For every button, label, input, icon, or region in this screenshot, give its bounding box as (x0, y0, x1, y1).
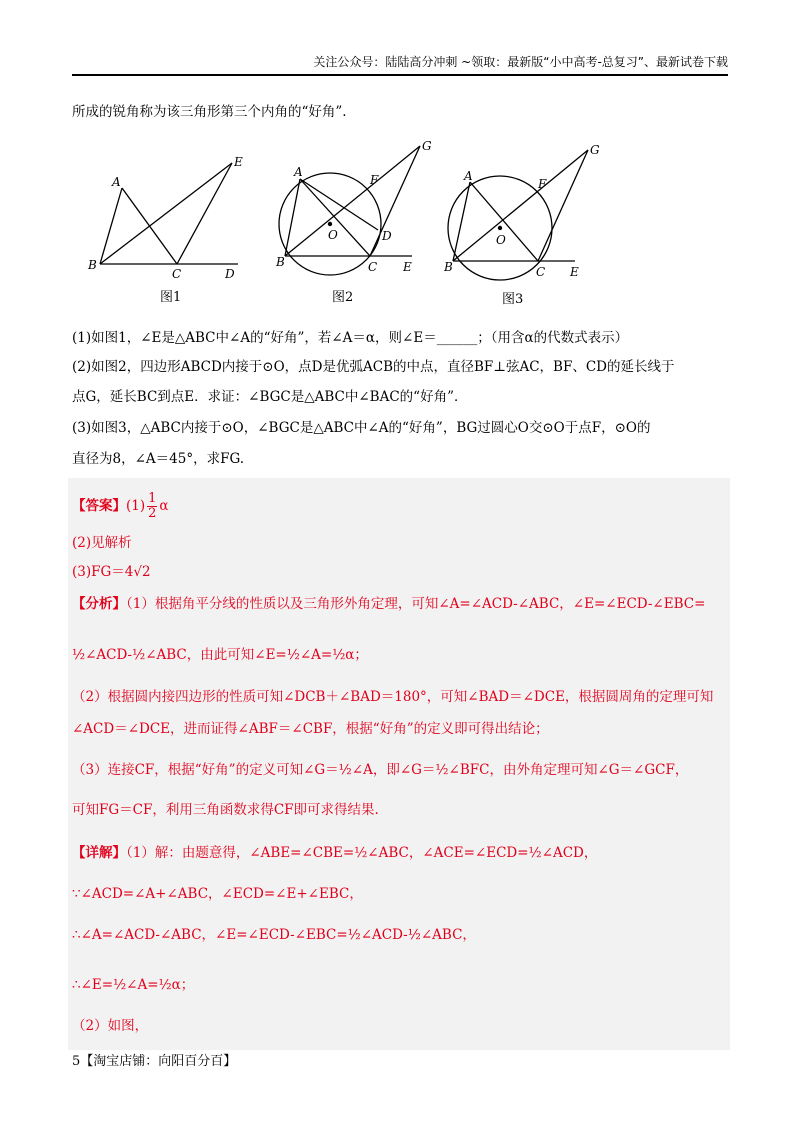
svg-text:C: C (172, 267, 182, 281)
svg-text:D: D (382, 229, 392, 243)
answer-1-numerator: 1 (148, 491, 157, 506)
question-3-line-2: 直径为8，∠A＝45°，求FG. (72, 451, 245, 467)
analysis-label: 【分析】 (72, 596, 126, 612)
question-3-line-1: (3)如图3，△ABC内接于⊙O，∠BGC是△ABC中∠A的“好角”，BG过圆心O交⊙O于点F，⊙O的 (72, 420, 651, 436)
analysis-line-2: ½∠ACD-½∠ABC，由此可知∠E=½∠A=½α； (72, 647, 368, 663)
question-1: (1)如图1，∠E是△ABC中∠A的“好角”，若∠A＝α，则∠E＝______；（用含α的代数式表示） (72, 330, 629, 346)
svg-text:F: F (370, 173, 379, 187)
answer-1-denominator: 2 (148, 506, 157, 521)
svg-text:B: B (88, 258, 97, 272)
svg-text:O: O (328, 228, 338, 242)
analysis-line-3: （2）根据圆内接四边形的性质可知∠DCB＋∠BAD＝180°，可知∠BAD＝∠DCE，根据圆周角的定理可知 (72, 689, 714, 705)
analysis-line-5: （3）连接CF，根据“好角”的定义可知∠G＝½∠A，即∠G＝½∠BFC，由外角定理可知∠G＝∠GCF， (72, 762, 689, 778)
svg-text:O: O (496, 233, 506, 247)
detail-line-2: ∵∠ACD=∠A+∠ABC，∠ECD=∠E+∠EBC， (72, 886, 363, 902)
svg-text:A: A (112, 175, 121, 189)
geometry-figures (80, 136, 600, 306)
detail-line-1-text: （1）解：由题意得，∠ABE=∠CBE=½∠ABC，∠ACE=∠ECD=½∠ACD， (126, 845, 598, 861)
detail-line-1 (72, 843, 730, 863)
svg-text:D: D (225, 267, 235, 281)
svg-text:E: E (234, 155, 243, 169)
question-2-line-1: (2)如图2，四边形ABCD内接于⊙O，点D是优弧ACB的中点，直径BF⊥弦AC，BF、CD的延长线于 (72, 359, 675, 375)
figure-2-caption: 图2 (332, 290, 354, 305)
svg-text:F: F (538, 177, 547, 191)
answer-1-prefix: (1) (126, 498, 146, 514)
svg-text:B: B (444, 260, 453, 274)
intro-text: 所成的锐角称为该三角形第三个内角的“好角”. (72, 104, 347, 120)
svg-text:B: B (276, 255, 285, 269)
svg-text:G: G (422, 139, 432, 153)
svg-text:E: E (403, 260, 412, 274)
svg-text:C: C (368, 260, 378, 274)
page-footer: 5【淘宝店铺：向阳百分百】 (72, 1054, 237, 1069)
svg-text:G: G (590, 143, 600, 157)
question-2-line-2: 点G，延长BC到点E．求证：∠BGC是△ABC中∠BAC的“好角”． (72, 389, 468, 405)
detail-label: 【详解】 (72, 845, 126, 861)
svg-text:A: A (294, 165, 303, 179)
answer-label: 【答案】 (72, 498, 126, 514)
answer-1-fraction (147, 492, 157, 521)
svg-text:A: A (464, 169, 473, 183)
figure-1-caption: 图1 (160, 290, 182, 305)
analysis-line-1-text: （1）根据角平分线的性质以及三角形外角定理，可知∠A=∠ACD-∠ABC，∠E=∠ECD-∠EBC= (126, 596, 706, 612)
page-header: 关注公众号：陆陆高分冲刺 ~领取：最新版“小中高考-总复习”、最新试卷下载 (72, 52, 728, 76)
answer-1 (72, 492, 730, 521)
answer-3: (3)FG＝4√2 (72, 564, 151, 580)
svg-text:C: C (536, 265, 546, 279)
detail-line-4: ∴∠E=½∠A=½α； (72, 977, 195, 993)
detail-line-3: ∴∠A=∠ACD-∠ABC，∠E=∠ECD-∠EBC=½∠ACD-½∠ABC， (72, 927, 476, 943)
answer-2: (2)见解析 (72, 535, 132, 551)
svg-text:E: E (570, 265, 579, 279)
analysis-line-1 (72, 594, 730, 614)
figure-1 (100, 163, 238, 264)
figure-3-caption: 图3 (502, 292, 524, 307)
analysis-line-6: 可知FG＝CF，利用三角函数求得CF即可求得结果. (72, 802, 379, 818)
answer-1-variable: α (159, 498, 169, 514)
detail-line-5: （2）如图， (72, 1018, 149, 1034)
analysis-line-4: ∠ACD＝∠DCE，进而证得∠ABF＝∠CBF，根据“好角”的定义即可得出结论； (72, 721, 549, 737)
